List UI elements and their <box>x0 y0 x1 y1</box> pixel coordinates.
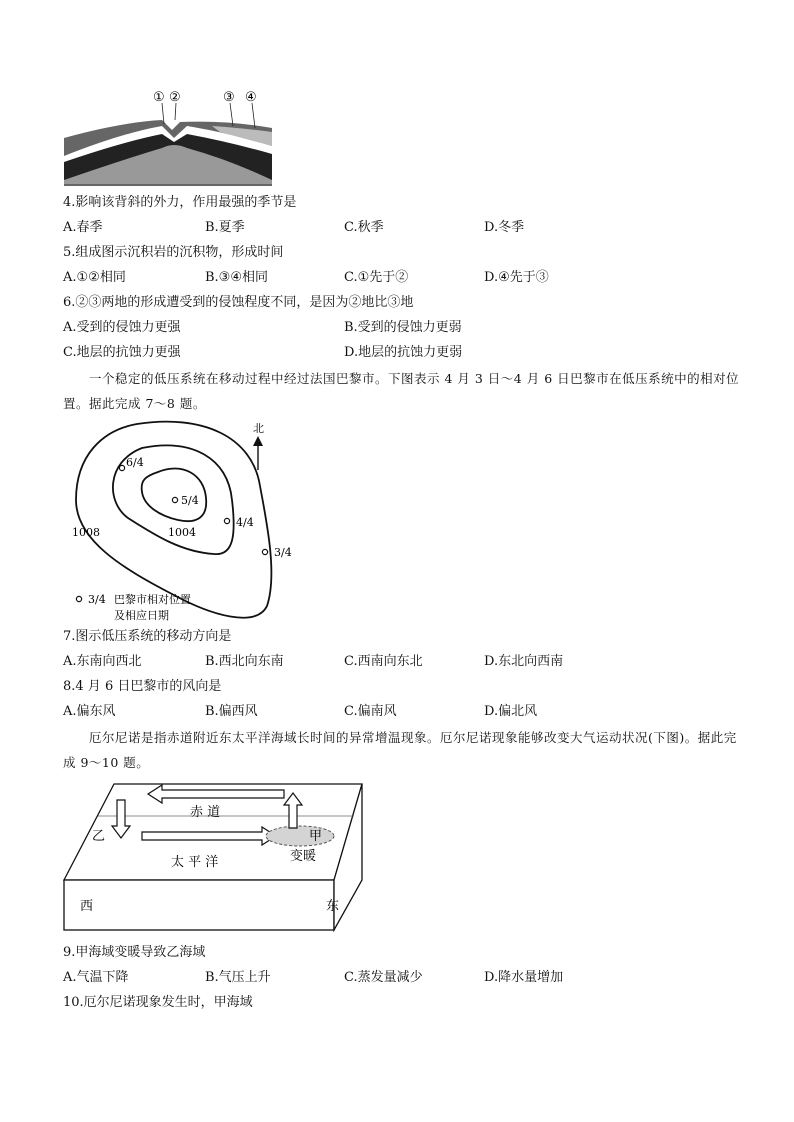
question-6-stem: 6.②③两地的形成遭受到的侵蚀程度不同，是因为②地比③地 <box>63 295 414 310</box>
q7-option-a[interactable]: A.东南向西北 <box>63 654 142 669</box>
legend-text-2: 及相应日期 <box>114 609 169 622</box>
warm-water-area <box>266 826 334 846</box>
north-label: 北 <box>253 422 264 435</box>
q9-option-a[interactable]: A.气温下降 <box>63 970 129 985</box>
el-nino-figure <box>62 780 364 932</box>
q8-option-b[interactable]: B.偏西风 <box>205 704 258 719</box>
east-label: 东 <box>326 899 340 914</box>
legend-text-1: 巴黎市相对位置 <box>114 593 191 606</box>
passage-el-nino: 厄尔尼诺是指赤道附近东太平洋海域长时间的异常增温现象。厄尔尼诺现象能够改变大气运动状况(下图)。据此完成 9～10 题。 <box>63 730 737 770</box>
q5-option-d[interactable]: D.④先于③ <box>484 270 549 285</box>
equator-label: 赤 道 <box>190 805 221 820</box>
stratum-label-2: ② <box>169 90 181 105</box>
warming-label: 变暖 <box>290 849 317 864</box>
isobar-label-1004: 1004 <box>168 526 196 539</box>
q6-option-d[interactable]: D.地层的抗蚀力更弱 <box>344 345 463 360</box>
yi-label: 乙 <box>92 829 106 844</box>
passage-low-pressure: 一个稳定的低压系统在移动过程中经过法国巴黎市。下图表示 4 月 3 日～4 月 6 日巴黎市在低压系统中的相对位置。据此完成 7～8 题。 <box>63 371 740 411</box>
q6-option-b[interactable]: B.受到的侵蚀力更弱 <box>344 320 462 335</box>
q4-option-d[interactable]: D.冬季 <box>484 220 525 235</box>
q7-option-d[interactable]: D.东北向西南 <box>484 654 564 669</box>
q4-option-b[interactable]: B.夏季 <box>205 220 245 235</box>
q4-option-c[interactable]: C.秋季 <box>344 220 384 235</box>
q8-option-a[interactable]: A.偏东风 <box>63 704 116 719</box>
q5-option-a[interactable]: A.①②相同 <box>63 270 126 285</box>
west-label: 西 <box>80 899 94 914</box>
jia-label: 甲 <box>309 829 323 844</box>
date-label-3-4: 3/4 <box>274 546 292 559</box>
isobar-label-1008: 1008 <box>72 526 100 539</box>
q6-option-a[interactable]: A.受到的侵蚀力更强 <box>63 320 181 335</box>
q7-option-b[interactable]: B.西北向东南 <box>205 654 284 669</box>
q8-option-c[interactable]: C.偏南风 <box>344 704 397 719</box>
question-8-stem: 8.4 月 6 日巴黎市的风向是 <box>63 679 222 694</box>
q6-option-c[interactable]: C.地层的抗蚀力更强 <box>63 345 181 360</box>
stratum-label-4: ④ <box>245 90 257 105</box>
date-label-4-4: 4/4 <box>236 516 254 529</box>
legend-date: 3/4 <box>88 593 106 606</box>
isobar-map-figure <box>62 418 302 628</box>
north-arrow-icon <box>253 436 263 446</box>
question-10-stem: 10.厄尔尼诺现象发生时，甲海域 <box>63 995 253 1010</box>
date-label-5-4: 5/4 <box>181 494 199 507</box>
q5-option-c[interactable]: C.①先于② <box>344 270 409 285</box>
question-7-stem: 7.图示低压系统的移动方向是 <box>63 629 232 644</box>
stratum-label-3: ③ <box>223 90 235 105</box>
pacific-label: 太 平 洋 <box>171 855 219 870</box>
question-9-stem: 9.甲海域变暖导致乙海域 <box>63 945 206 960</box>
q9-option-d[interactable]: D.降水量增加 <box>484 970 564 985</box>
stratum-label-1: ① <box>153 90 165 105</box>
q9-option-b[interactable]: B.气压上升 <box>205 970 271 985</box>
q4-option-a[interactable]: A.春季 <box>63 220 103 235</box>
question-5-stem: 5.组成图示沉积岩的沉积物，形成时间 <box>63 245 284 260</box>
q9-option-c[interactable]: C.蒸发量减少 <box>344 970 423 985</box>
date-label-6-4: 6/4 <box>126 456 144 469</box>
q7-option-c[interactable]: C.西南向东北 <box>344 654 423 669</box>
anticline-figure <box>62 86 282 186</box>
q5-option-b[interactable]: B.③④相同 <box>205 270 268 285</box>
question-4-stem: 4.影响该背斜的外力，作用最强的季节是 <box>63 195 297 210</box>
q8-option-d[interactable]: D.偏北风 <box>484 704 538 719</box>
